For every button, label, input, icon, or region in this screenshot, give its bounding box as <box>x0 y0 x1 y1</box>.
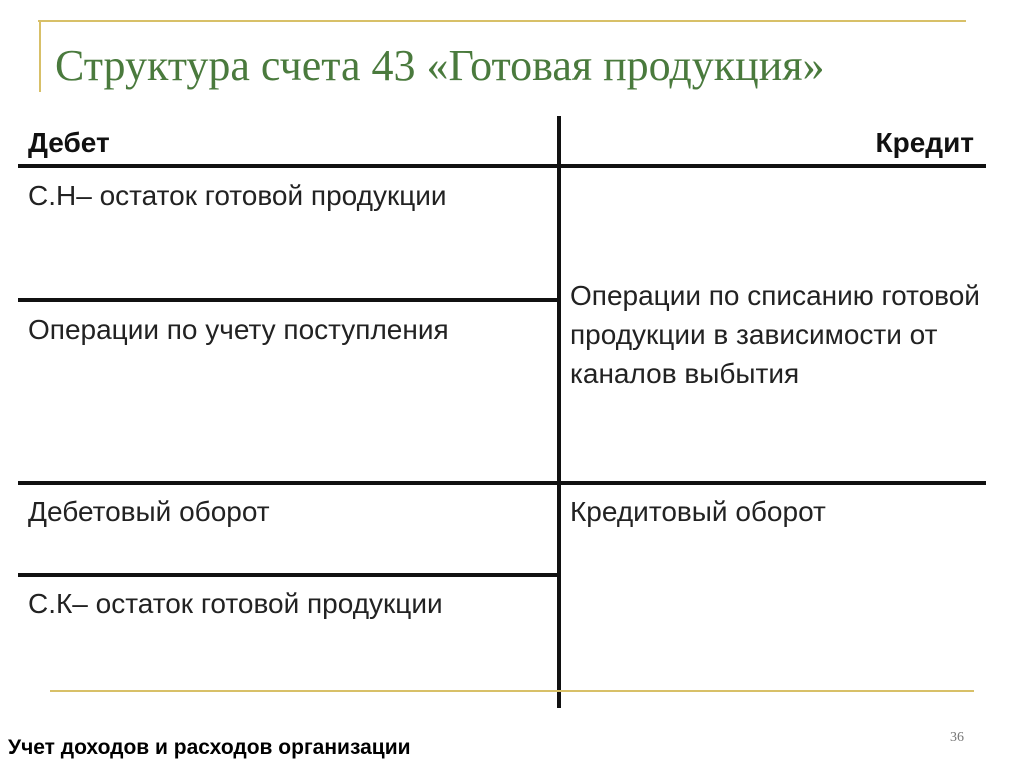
credit-turnover-cell: Кредитовый оборот <box>570 496 826 527</box>
decorative-top-rule <box>38 20 966 22</box>
page-number: 36 <box>950 730 964 745</box>
header-divider-line <box>18 164 986 168</box>
slide-title: Структура счета 43 «Готовая продукция» <box>55 41 825 90</box>
debit-row-divider-2 <box>18 573 559 577</box>
opening-balance-cell: С.Н– остаток готовой продукции <box>28 180 447 211</box>
writeoff-operations-cell: Операции по списанию готовой продукции в зависимости от каналов выбытия <box>570 280 980 390</box>
receipt-operations-cell: Операции по учету поступления <box>28 314 449 345</box>
debit-header: Дебет <box>28 127 110 158</box>
decorative-bottom-rule <box>50 690 974 692</box>
decorative-left-rule <box>39 20 41 92</box>
center-divider-line <box>557 116 561 708</box>
debit-row-divider-1 <box>18 298 559 302</box>
closing-balance-cell: С.К– остаток готовой продукции <box>28 588 443 619</box>
footer-caption: Учет доходов и расходов организации <box>8 736 411 759</box>
credit-header: Кредит <box>875 127 974 158</box>
debit-turnover-cell: Дебетовый оборот <box>28 496 270 527</box>
turnover-divider-line <box>18 481 986 485</box>
